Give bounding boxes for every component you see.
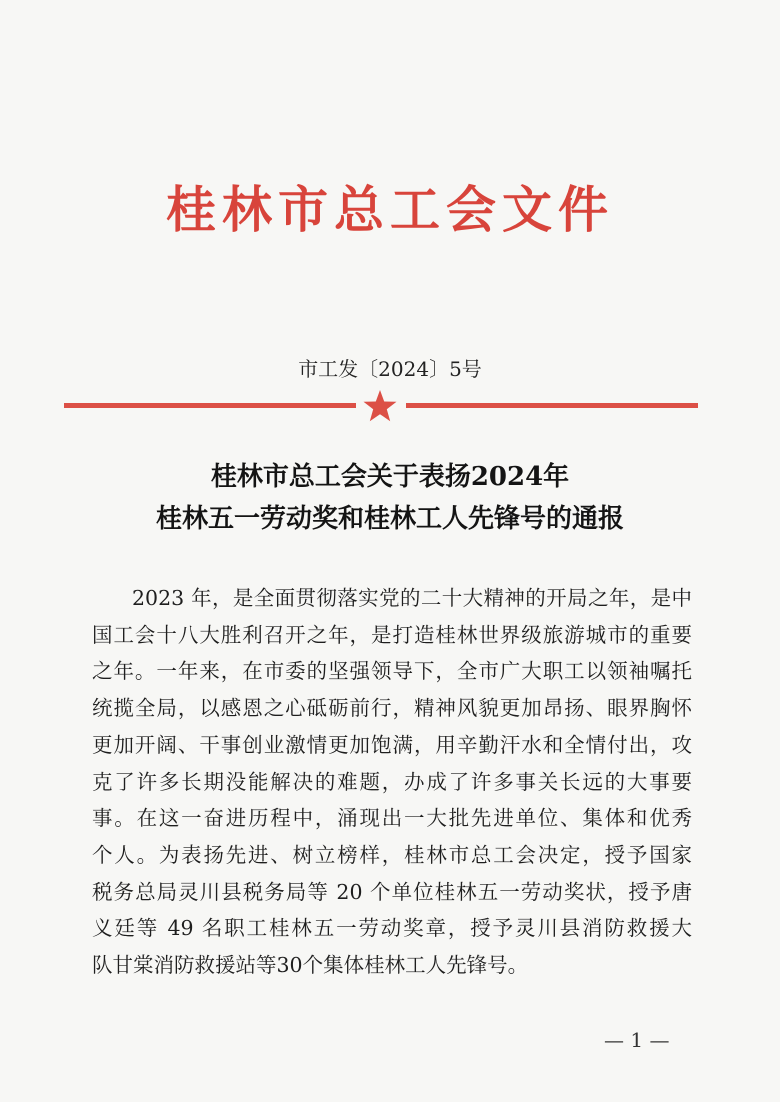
body-line: 义廷等 49 名职工桂林五一劳动奖章，授予灵川县消防救援大 xyxy=(92,916,692,941)
body-line: 克了许多长期没能解决的难题，办成了许多事关长远的大事要 xyxy=(92,769,692,794)
document-title xyxy=(0,456,780,540)
body-paragraph xyxy=(92,580,692,984)
body-line: 国工会十八大胜利召开之年，是打造桂林世界级旅游城市的重要 xyxy=(92,622,692,647)
body-line: 统揽全局，以感恩之心砥砺前行，精神风貌更加昂扬、眼界胸怀 xyxy=(92,696,692,721)
red-divider-left xyxy=(64,403,356,408)
page-number: — 1 — xyxy=(604,1028,670,1052)
document-number: 市工发〔2024〕5号 xyxy=(298,357,482,381)
body-line: 之年。一年来，在市委的坚强领导下，全市广大职工以领袖嘱托 xyxy=(92,659,692,684)
body-line: 税务总局灵川县税务局等 20 个单位桂林五一劳动奖状，授予唐 xyxy=(92,879,692,904)
body-line: 事。在这一奋进历程中，涌现出一大批先进单位、集体和优秀 xyxy=(92,806,692,831)
title-line-1: 桂林市总工会关于表扬2024年 xyxy=(210,462,570,492)
red-divider-right xyxy=(406,403,698,408)
title-line-2: 桂林五一劳动奖和桂林工人先锋号的通报 xyxy=(155,504,624,534)
red-star-icon xyxy=(362,388,398,424)
document-masthead: 桂林市总工会文件 xyxy=(166,180,614,239)
body-line: 队甘棠消防救援站等30个集体桂林工人先锋号。 xyxy=(92,953,529,978)
body-line: 更加开阔、干事创业激情更加饱满，用辛勤汗水和全情付出，攻 xyxy=(92,732,692,757)
body-line: 2023 年，是全面贯彻落实党的二十大精神的开局之年，是中 xyxy=(132,586,692,610)
body-line: 个人。为表扬先进、树立榜样，桂林市总工会决定，授予国家 xyxy=(92,842,692,867)
